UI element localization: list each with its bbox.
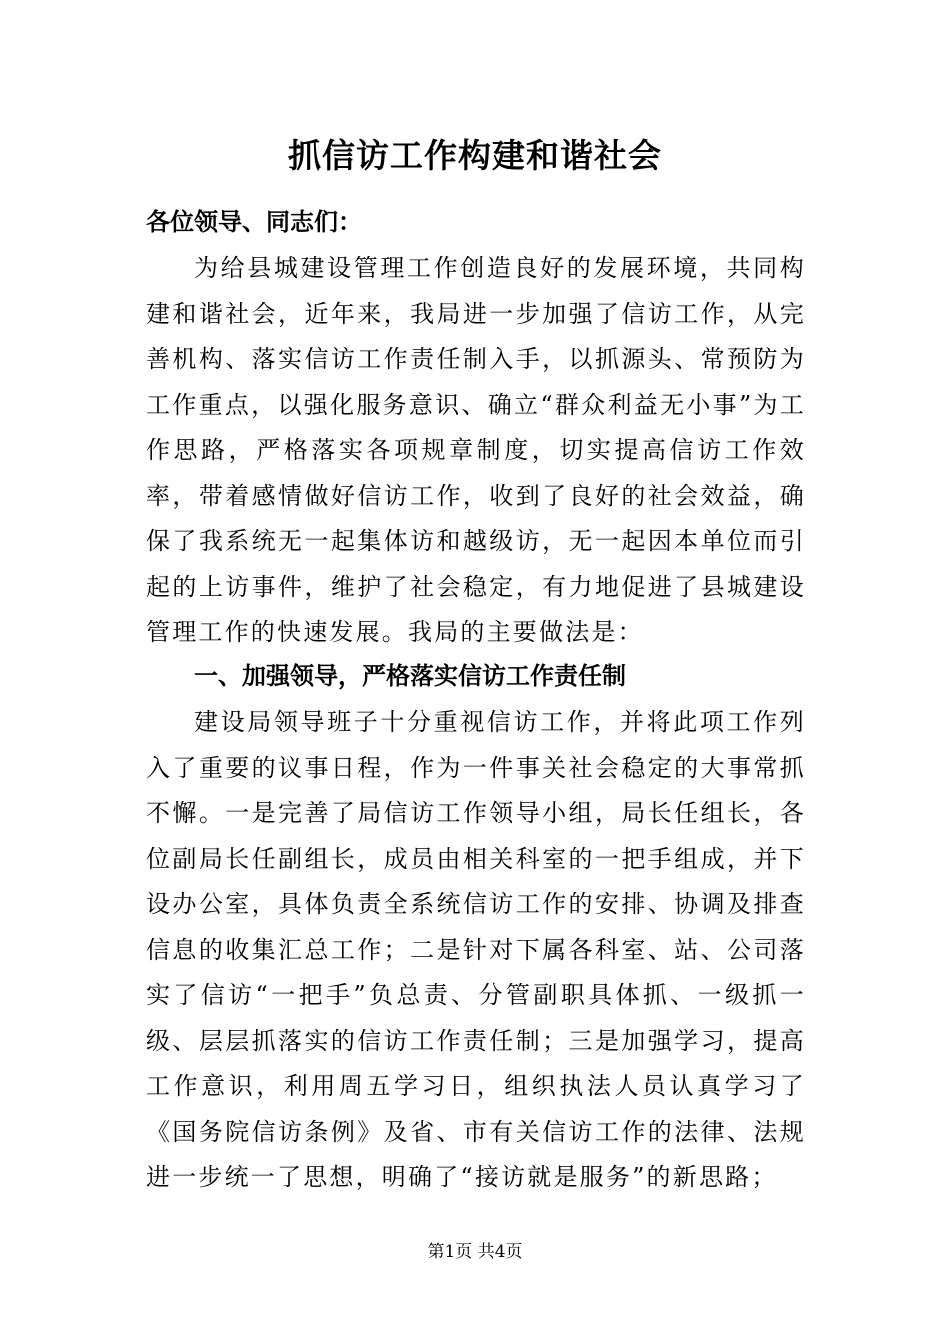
- salutation: 各位领导、同志们：: [146, 207, 362, 236]
- body-paragraph-2: 建设局领导班子十分重视信访工作，并将此项工作列入了重要的议事日程，作为一件事关社会稳定的大事常抓不懈。一是完善了局信访工作领导小组，局长任组长，各位副局长任副组长，成员由相关科室的一把手组成，并下设办公室，具体负责全系统信访工作的安排、协调及排查信息的收集汇总工作；二是针对下属各科室、站、公司落实了信访“一把手”负总责、分管副职具体抓、一级抓一级、层层抓落实的信访工作责任制；三是加强学习，提高工作意识，利用周五学习日，组织执法人员认真学习了《国务院信访条例》及省、市有关信访工作的法律、法规进一步统一了思想，明确了“接访就是服务”的新思路；: [146, 708, 806, 1191]
- document-title: 抓信访工作构建和谐社会: [288, 136, 662, 175]
- page-footer: 第1页 共4页: [427, 1242, 523, 1262]
- section-heading-1: 一、加强领导，严格落实信访工作责任制: [194, 661, 626, 690]
- body-paragraph-1: 为给县城建设管理工作创造良好的发展环境，共同构建和谐社会，近年来，我局进一步加强了信访工作，从完善机构、落实信访工作责任制入手，以抓源头、常预防为工作重点，以强化服务意识、确立“群众利益无小事”为工作思路，严格落实各项规章制度，切实提高信访工作效率，带着感情做好信访工作，收到了良好的社会效益，确保了我系统无一起集体访和越级访，无一起因本单位而引起的上访事件，维护了社会稳定，有力地促进了县城建设管理工作的快速发展。我局的主要做法是：: [146, 254, 806, 646]
